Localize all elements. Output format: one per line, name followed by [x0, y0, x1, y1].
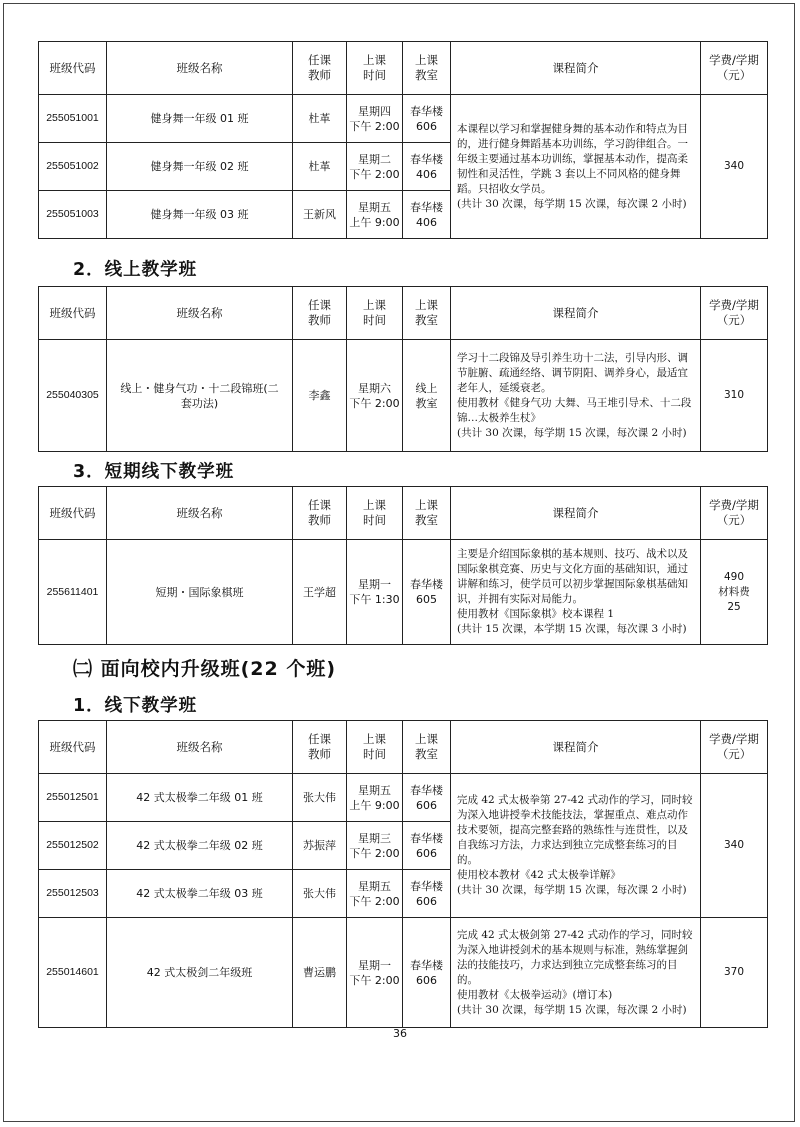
header-room: 上课 教室 — [403, 287, 451, 340]
header-code: 班级代码 — [39, 42, 107, 95]
classroom: 春华楼 606 — [403, 918, 451, 1028]
header-desc: 课程简介 — [451, 42, 701, 95]
table-header-row — [39, 721, 768, 774]
class-code: 255014601 — [39, 918, 107, 1028]
class-name: 线上・健身气功・十二段锦班(二套功法) — [107, 340, 293, 452]
header-name: 班级名称 — [107, 487, 293, 540]
header-code: 班级代码 — [39, 487, 107, 540]
classroom: 线上 教室 — [403, 340, 451, 452]
class-time: 星期五 上午 9:00 — [347, 191, 403, 239]
header-code: 班级代码 — [39, 721, 107, 774]
course-description: 本课程以学习和掌握健身舞的基本动作和特点为目的，进行健身舞蹈基本功训练，学习韵律组合。一年级主要通过基本功训练，掌握基本动作，提高柔韧性和灵活性，学跳 3 套以上不同风格的健身舞蹈。只招收女学员。 (共计 30 次课，每学期 15 次课，每次课 2 小时) — [451, 95, 701, 239]
teacher: 张大伟 — [293, 870, 347, 918]
teacher: 杜革 — [293, 95, 347, 143]
header-teacher: 任课 教师 — [293, 287, 347, 340]
classroom: 春华楼 605 — [403, 540, 451, 645]
classroom: 春华楼 606 — [403, 822, 451, 870]
tuition-fee: 340 — [701, 95, 768, 239]
teacher: 李鑫 — [293, 340, 347, 452]
header-name: 班级名称 — [107, 721, 293, 774]
header-room: 上课 教室 — [403, 721, 451, 774]
header-time: 上课 时间 — [347, 721, 403, 774]
class-name: 健身舞一年级 02 班 — [107, 143, 293, 191]
header-teacher: 任课 教师 — [293, 42, 347, 95]
course-description: 学习十二段锦及导引养生功十二法，引导内形、调节脏腑、疏通经络、调节阴阳、调养身心，最适宜老年人，延缓衰老。 使用教材《健身气功 大舞、马王堆引导术、十二段锦…太极养生杖》 (共计 30 次课，每学期 15 次课，每次课 2 小时) — [451, 340, 701, 452]
class-name: 42 式太极拳二年级 03 班 — [107, 870, 293, 918]
teacher: 曹运鹏 — [293, 918, 347, 1028]
classroom: 春华楼 606 — [403, 95, 451, 143]
header-fee: 学费/学期 （元） — [701, 721, 768, 774]
classroom: 春华楼 406 — [403, 143, 451, 191]
class-code: 255012502 — [39, 822, 107, 870]
table-row — [39, 540, 768, 645]
table-row — [39, 918, 768, 1028]
class-time: 星期四 下午 2:00 — [347, 95, 403, 143]
class-time: 星期三 下午 2:00 — [347, 822, 403, 870]
tuition-fee: 490 材料费 25 — [701, 540, 768, 645]
header-time: 上课 时间 — [347, 487, 403, 540]
section-heading-offline: 1．线下教学班 — [73, 696, 198, 716]
class-name: 短期・国际象棋班 — [107, 540, 293, 645]
class-time: 星期五 下午 2:00 — [347, 870, 403, 918]
course-table-3 — [38, 486, 768, 645]
header-fee: 学费/学期 （元） — [701, 287, 768, 340]
class-code: 255012501 — [39, 774, 107, 822]
header-fee: 学费/学期 （元） — [701, 487, 768, 540]
tuition-fee: 340 — [701, 774, 768, 918]
tuition-fee: 370 — [701, 918, 768, 1028]
header-fee: 学费/学期 （元） — [701, 42, 768, 95]
table-header-row — [39, 287, 768, 340]
teacher: 王学超 — [293, 540, 347, 645]
header-time: 上课 时间 — [347, 42, 403, 95]
header-desc: 课程简介 — [451, 721, 701, 774]
class-time: 星期一 下午 2:00 — [347, 918, 403, 1028]
table-row — [39, 340, 768, 452]
course-description: 完成 42 式太极剑第 27-42 式动作的学习，同时较为深入地讲授剑术的基本规则与标准，熟练掌握剑法的技能技巧，力求达到独立完成整套练习的目的。 使用教材《太极拳运动》(增订本) (共计 30 次课，每学期 15 次课，每次课 2 小时) — [451, 918, 701, 1028]
table-row — [39, 774, 768, 822]
header-name: 班级名称 — [107, 42, 293, 95]
header-teacher: 任课 教师 — [293, 487, 347, 540]
section-heading-upgrade: ㈡ 面向校内升级班(22 个班) — [73, 658, 337, 680]
teacher: 王新风 — [293, 191, 347, 239]
class-code: 255051003 — [39, 191, 107, 239]
class-name: 42 式太极拳二年级 01 班 — [107, 774, 293, 822]
table-header-row — [39, 42, 768, 95]
header-code: 班级代码 — [39, 287, 107, 340]
classroom: 春华楼 606 — [403, 774, 451, 822]
header-desc: 课程简介 — [451, 487, 701, 540]
table-header-row — [39, 487, 768, 540]
classroom: 春华楼 406 — [403, 191, 451, 239]
course-table-2 — [38, 286, 768, 452]
class-time: 星期二 下午 2:00 — [347, 143, 403, 191]
class-name: 42 式太极剑二年级班 — [107, 918, 293, 1028]
header-name: 班级名称 — [107, 287, 293, 340]
class-code: 255012503 — [39, 870, 107, 918]
header-room: 上课 教室 — [403, 42, 451, 95]
class-name: 42 式太极拳二年级 02 班 — [107, 822, 293, 870]
class-code: 255611401 — [39, 540, 107, 645]
header-desc: 课程简介 — [451, 287, 701, 340]
section-heading-online: 2．线上教学班 — [73, 260, 198, 280]
class-time: 星期五 上午 9:00 — [347, 774, 403, 822]
header-room: 上课 教室 — [403, 487, 451, 540]
table-row — [39, 95, 768, 143]
header-time: 上课 时间 — [347, 287, 403, 340]
page-number: 36 — [393, 1027, 407, 1040]
course-description: 主要是介绍国际象棋的基本规则、技巧、战术以及国际象棋竞赛、历史与文化方面的基础知识，通过讲解和练习，使学员可以初步掌握国际象棋基础知识，并拥有实际对局能力。 使用教材《国际象棋》校本课程 1 (共计 15 次课，本学期 15 次课，每次课 3 小时) — [451, 540, 701, 645]
header-teacher: 任课 教师 — [293, 721, 347, 774]
class-code: 255051001 — [39, 95, 107, 143]
teacher: 杜革 — [293, 143, 347, 191]
teacher: 张大伟 — [293, 774, 347, 822]
class-time: 星期一 下午 1:30 — [347, 540, 403, 645]
course-table-1 — [38, 41, 768, 239]
class-name: 健身舞一年级 01 班 — [107, 95, 293, 143]
section-heading-short-term: 3．短期线下教学班 — [73, 462, 235, 482]
class-time: 星期六 下午 2:00 — [347, 340, 403, 452]
class-code: 255051002 — [39, 143, 107, 191]
course-table-4 — [38, 720, 768, 1028]
tuition-fee: 310 — [701, 340, 768, 452]
teacher: 苏振萍 — [293, 822, 347, 870]
classroom: 春华楼 606 — [403, 870, 451, 918]
course-description: 完成 42 式太极拳第 27-42 式动作的学习，同时较为深入地讲授拳术技能技法，掌握重点、难点动作技术要领，提高完整套路的熟练性与连贯性，以及自我练习方法，力求达到独立完成整套练习的目的。 使用校本教材《42 式太极拳详解》 (共计 30 次课，每学期 15 次课，每次课 2 小时) — [451, 774, 701, 918]
class-name: 健身舞一年级 03 班 — [107, 191, 293, 239]
class-code: 255040305 — [39, 340, 107, 452]
